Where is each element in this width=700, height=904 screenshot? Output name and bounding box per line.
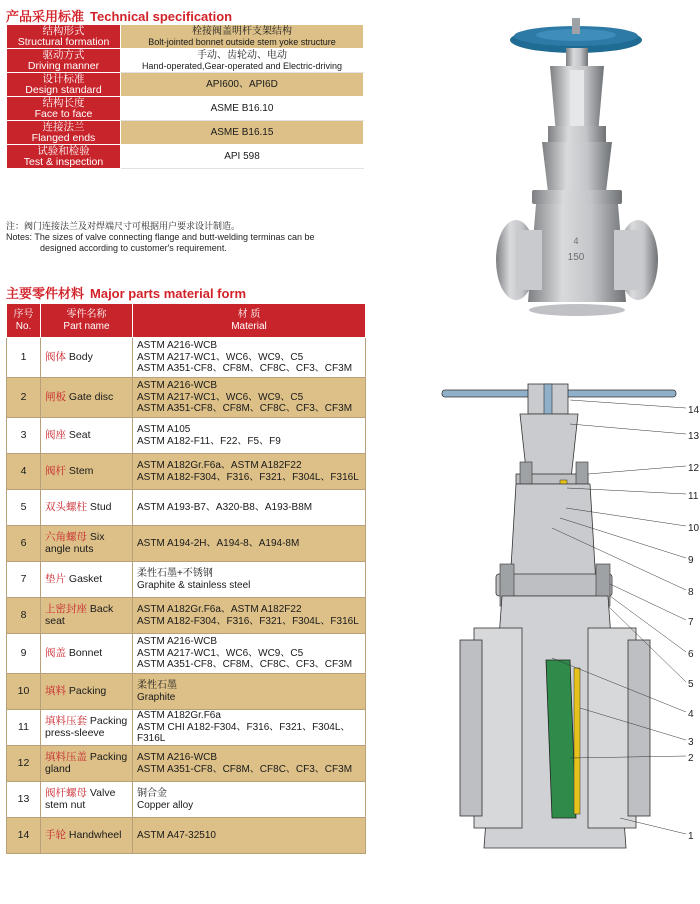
spec-value-en: Bolt-jointed bonnet outside stem yoke structure xyxy=(148,36,336,47)
spec-label-cn: 试验和检验 xyxy=(37,144,90,157)
callout-number: 14 xyxy=(688,405,700,416)
callout-number: 3 xyxy=(688,737,694,748)
spec-value: API600、API6D xyxy=(121,73,364,97)
part-name-cn: 六角螺母 xyxy=(45,531,87,543)
spec-title-cn: 产品采用标准 xyxy=(6,9,85,24)
callout-number: 5 xyxy=(688,679,694,690)
callout-number: 1 xyxy=(688,831,694,842)
spec-label-en: Structural formation xyxy=(17,35,110,48)
spec-label-en: Flanged ends xyxy=(31,131,96,144)
header-name xyxy=(41,304,133,338)
material-line: ASTM A351-CF8、CF8M、CF8C、CF3、CF3M xyxy=(137,763,353,775)
spec-title-en: Technical specification xyxy=(90,9,233,24)
part-material xyxy=(133,710,366,746)
material-line: ASTM A217-WC1、WC6、WC9、C5 xyxy=(137,351,304,363)
part-no: 1 xyxy=(7,338,41,378)
part-no: 12 xyxy=(7,746,41,782)
material-line: ASTM A351-CF8、CF8M、CF8C、CF3、CF3M xyxy=(137,403,353,415)
part-name-en: Gate disc xyxy=(68,390,114,403)
part-name xyxy=(41,674,133,710)
material-line: 柔性石墨+不锈钢 xyxy=(137,568,213,579)
header-name-en: Part name xyxy=(63,320,110,332)
part-name xyxy=(41,782,133,818)
spec-value xyxy=(121,49,364,73)
part-name-cn: 阀座 xyxy=(45,428,66,441)
parts-section-title xyxy=(6,283,246,302)
spec-label xyxy=(7,145,121,169)
spec-label-cn: 驱动方式 xyxy=(42,48,85,61)
part-name xyxy=(41,418,133,454)
material-line: 柔性石墨 xyxy=(137,680,177,691)
material-line: Graphite & stainless steel xyxy=(137,579,251,591)
part-material xyxy=(133,746,366,782)
part-name-cn: 上密封座 xyxy=(45,603,87,615)
parts-title-cn: 主要零件材料 xyxy=(6,286,85,301)
part-name-en: Six angle nuts xyxy=(45,531,105,555)
part-name-en: Packing press-sleeve xyxy=(45,715,128,739)
part-name-cn: 双头螺柱 xyxy=(45,500,87,513)
spec-section-title xyxy=(6,6,232,25)
part-name xyxy=(41,378,133,418)
part-material xyxy=(133,490,366,526)
part-name xyxy=(41,562,133,598)
part-name-cn: 手轮 xyxy=(45,828,66,841)
spec-label-cn: 连接法兰 xyxy=(42,120,85,133)
part-no: 9 xyxy=(7,634,41,674)
spec-label xyxy=(7,97,121,121)
spec-row-flanged xyxy=(7,121,364,145)
part-no: 6 xyxy=(7,526,41,562)
material-line: ASTM A182-F304、F316、F321、F304L、F316L xyxy=(137,471,359,483)
part-name xyxy=(41,490,133,526)
material-line: 铜合金 xyxy=(137,788,167,799)
material-line: ASTM A182Gr.F6a、ASTM A182F22 xyxy=(137,604,302,615)
spec-value: ASME B16.10 xyxy=(121,97,364,121)
part-name-cn: 阀杆螺母 xyxy=(45,787,87,799)
spec-row-test xyxy=(7,145,364,169)
spec-label-en: Test & inspection xyxy=(23,155,104,168)
part-name-cn: 填料 xyxy=(45,684,66,697)
part-name-cn: 闸板 xyxy=(45,390,66,403)
spec-value-cn: 栓接阀盖明杆支架结构 xyxy=(192,25,292,37)
spec-table xyxy=(6,24,364,169)
material-line: ASTM A193-B7、A320-B8、A193-B8M xyxy=(137,501,313,513)
parts-row xyxy=(7,454,366,490)
parts-row xyxy=(7,634,366,674)
notes xyxy=(6,221,366,254)
material-line: ASTM A182-F304、F316、F321、F304L、F316L xyxy=(137,615,359,627)
header-material-en: Material xyxy=(231,320,267,332)
parts-title-en: Major parts material form xyxy=(90,286,247,301)
part-name-en: Stem xyxy=(68,464,94,477)
part-name xyxy=(41,746,133,782)
bonnet xyxy=(542,142,612,192)
part-name-en: Valve stem nut xyxy=(45,787,116,811)
parts-row xyxy=(7,418,366,454)
part-material xyxy=(133,562,366,598)
part-material xyxy=(133,418,366,454)
spec-value-cn: 手动、齿轮动、电动 xyxy=(197,49,287,61)
material-line: ASTM A216-WCB xyxy=(137,636,218,648)
left-flange xyxy=(460,640,482,816)
part-name-cn: 阀盖 xyxy=(45,646,66,659)
part-no: 14 xyxy=(7,818,41,854)
callout-number: 4 xyxy=(688,709,694,720)
part-no: 5 xyxy=(7,490,41,526)
part-name-en: Back seat xyxy=(45,603,114,627)
spec-value-en: Hand-operated,Gear-operated and Electric-driving xyxy=(141,60,343,71)
part-material xyxy=(133,378,366,418)
header-material-cn: 材 质 xyxy=(237,308,261,320)
part-material xyxy=(133,674,366,710)
spec-value xyxy=(121,25,364,49)
header-no-en: No. xyxy=(15,320,32,332)
part-no: 2 xyxy=(7,378,41,418)
parts-row xyxy=(7,746,366,782)
spec-value: ASME B16.15 xyxy=(121,121,364,145)
material-line: Copper alloy xyxy=(137,799,194,811)
part-name-en: Body xyxy=(68,350,93,363)
part-name-cn: 填料压套 xyxy=(45,715,87,727)
parts-row xyxy=(7,378,366,418)
notes-en-2: designed according to customer's requirement. xyxy=(40,243,227,253)
spec-row-structure xyxy=(7,25,364,49)
part-material xyxy=(133,782,366,818)
part-no: 4 xyxy=(7,454,41,490)
spec-label-en: Design standard xyxy=(25,83,102,96)
callout-number: 10 xyxy=(688,523,700,534)
material-line: ASTM A182-F11、F22、F5、F9 xyxy=(137,435,281,447)
part-material xyxy=(133,454,366,490)
material-line: ASTM A216-WCB xyxy=(137,752,218,763)
header-no-cn: 序号 xyxy=(13,308,34,320)
callout-number: 8 xyxy=(688,587,694,598)
part-material xyxy=(133,526,366,562)
callout-number: 12 xyxy=(688,463,700,474)
part-name xyxy=(41,338,133,378)
material-line: ASTM A351-CF8、CF8M、CF8C、CF3、CF3M xyxy=(137,659,353,671)
parts-row xyxy=(7,782,366,818)
part-name-en: Handwheel xyxy=(68,828,122,841)
part-name-en: Packing gland xyxy=(45,751,128,775)
parts-row xyxy=(7,710,366,746)
part-name xyxy=(41,818,133,854)
spec-value: API 598 xyxy=(121,145,364,169)
bonnet xyxy=(510,484,596,584)
spec-label xyxy=(7,73,121,97)
seat xyxy=(574,668,580,814)
spec-label xyxy=(7,121,121,145)
material-line: ASTM A47-32510 xyxy=(137,829,216,841)
part-material xyxy=(133,634,366,674)
header-no xyxy=(7,304,41,338)
part-name-en: Packing xyxy=(68,684,107,697)
material-line: ASTM A217-WC1、WC6、WC9、C5 xyxy=(137,647,304,659)
parts-row xyxy=(7,490,366,526)
part-material xyxy=(133,598,366,634)
callout-number: 13 xyxy=(688,431,700,442)
notes-cn: 注：阀门连接法兰及对焊端尺寸可根据用户要求设计制造。 xyxy=(6,221,241,231)
callout-number: 2 xyxy=(688,753,694,764)
part-no: 8 xyxy=(7,598,41,634)
part-name xyxy=(41,598,133,634)
part-name xyxy=(41,526,133,562)
spec-label xyxy=(7,49,121,73)
material-line: ASTM A351-CF8、CF8M、CF8C、CF3、CF3M xyxy=(137,363,353,375)
parts-row xyxy=(7,526,366,562)
part-no: 7 xyxy=(7,562,41,598)
header-material xyxy=(133,304,366,338)
header-name-cn: 零件名称 xyxy=(66,308,107,320)
spec-row-design xyxy=(7,73,364,97)
material-line: ASTM A105 xyxy=(137,424,191,435)
photo-marking-1: 4 xyxy=(573,236,579,246)
part-name-en: Seat xyxy=(68,428,91,441)
part-name-en: Bonnet xyxy=(68,646,103,659)
parts-row xyxy=(7,598,366,634)
spec-label-cn: 结构长度 xyxy=(42,96,85,109)
part-name-cn: 阀体 xyxy=(45,350,66,363)
cross-section-diagram xyxy=(420,378,700,898)
spec-row-face xyxy=(7,97,364,121)
photo-marking-2: 150 xyxy=(567,252,585,263)
part-name xyxy=(41,454,133,490)
part-material xyxy=(133,818,366,854)
valve-photo xyxy=(488,14,668,326)
parts-row xyxy=(7,562,366,598)
part-name xyxy=(41,634,133,674)
material-line: ASTM A216-WCB xyxy=(137,340,218,352)
part-no: 10 xyxy=(7,674,41,710)
callout-number: 9 xyxy=(688,555,694,566)
parts-header-row xyxy=(7,304,366,338)
parts-row xyxy=(7,818,366,854)
material-line: ASTM A182Gr.F6a xyxy=(137,710,221,722)
callout-number: 11 xyxy=(688,491,699,502)
material-line: Graphite xyxy=(137,691,176,703)
callout-number: 7 xyxy=(688,617,694,628)
spec-label-cn: 结构形式 xyxy=(42,24,85,37)
spec-label-cn: 设计标准 xyxy=(42,72,85,85)
part-name xyxy=(41,710,133,746)
part-name-cn: 阀杆 xyxy=(45,464,66,477)
material-line: ASTM A182Gr.F6a、ASTM A182F22 xyxy=(137,460,302,471)
part-name-en: Gasket xyxy=(68,572,103,585)
spec-row-driving xyxy=(7,49,364,73)
part-name-cn: 填料压盖 xyxy=(45,751,87,763)
material-line: ASTM A194-2H、A194-8、A194-8M xyxy=(137,537,300,549)
callout-number: 6 xyxy=(688,649,694,660)
part-name-cn: 垫片 xyxy=(45,572,66,585)
part-no: 3 xyxy=(7,418,41,454)
material-line: ASTM A217-WC1、WC6、WC9、C5 xyxy=(137,391,304,403)
spec-label-en: Face to face xyxy=(34,107,93,120)
part-no: 11 xyxy=(7,710,41,746)
part-material xyxy=(133,338,366,378)
material-line: ASTM CHI A182-F304、F316、F321、F304L、F316L xyxy=(137,721,351,745)
spec-label-en: Driving manner xyxy=(27,59,100,72)
part-name-en: Stud xyxy=(89,500,112,513)
notes-en-1: Notes: The sizes of valve connecting flange and butt-welding terminas can be xyxy=(6,232,315,242)
spec-label xyxy=(7,25,121,49)
part-no: 13 xyxy=(7,782,41,818)
parts-table xyxy=(6,303,366,854)
parts-row xyxy=(7,674,366,710)
parts-row xyxy=(7,338,366,378)
material-line: ASTM A216-WCB xyxy=(137,380,218,392)
